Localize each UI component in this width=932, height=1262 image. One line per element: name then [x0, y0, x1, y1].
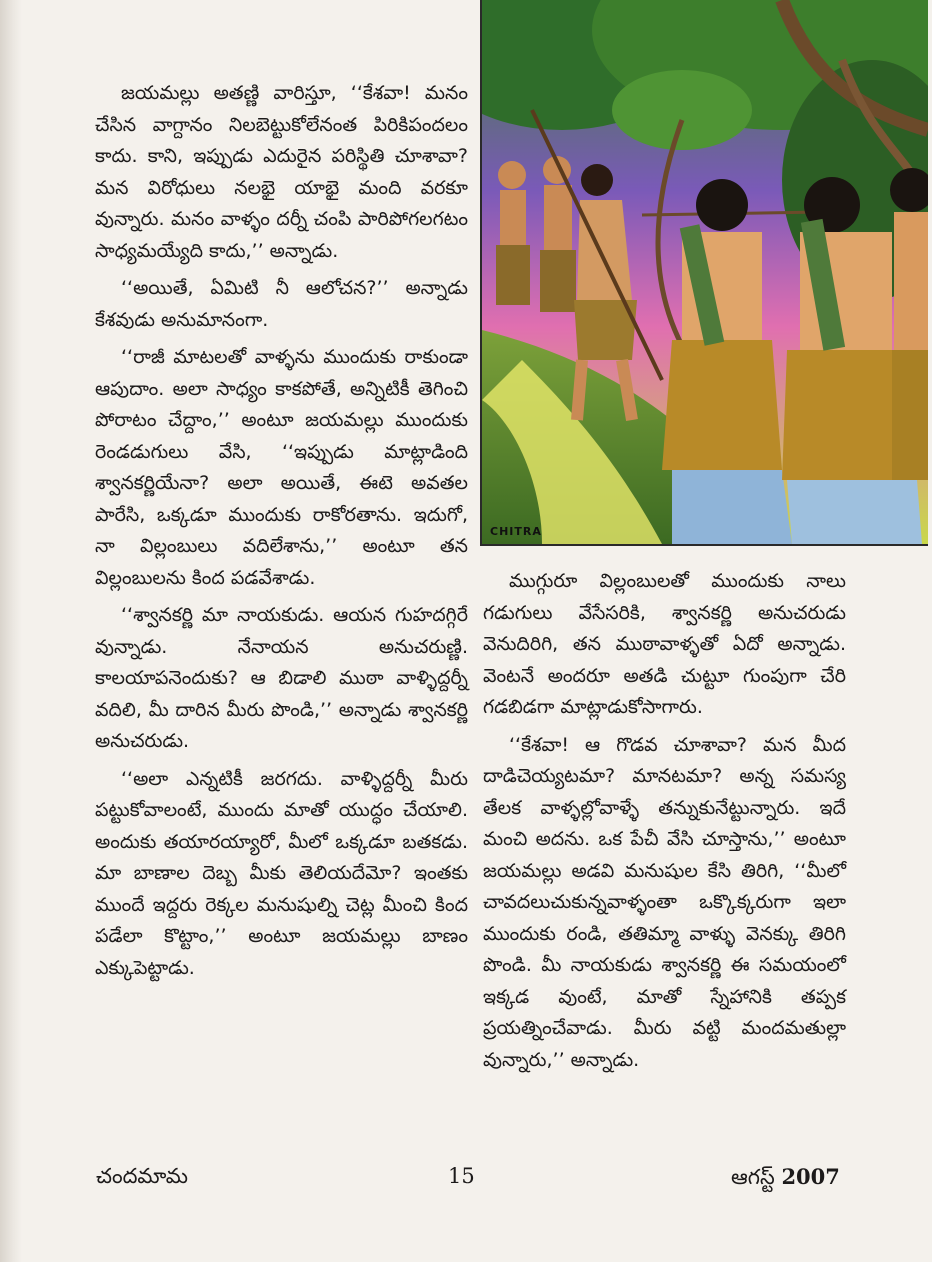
paragraph: ‘‘కేశవా! ఆ గొడవ చూశావా? మన మీద దాడిచెయ్యటమా? మానటమా? అన్న సమస్య తేలక వాళ్ళల్లోవాళ్ళే తన్నుకునేట్టున్నారు. ఇదే మంచి అదను. ఒక పేచీ వేసి చూస్తాను,’’ అంటూ జయమల్లు అడవి మనుషుల కేసి తిరిగి, ‘‘మీలో చావదలుచుకున్నవాళ్ళంతా ఒక్కొక్కరుగా ఇలా ముందుకు రండి, తతిమ్మా వాళ్ళు వెనక్కు తిరిగి పొండి. మీ నాయకుడు శ్వానకర్ణి ఈ సమయంలో ఇక్కడ వుంటే, మాతో స్నేహానికి తప్పక ప్రయత్నించేవాడు. మీరు వట్టి మందమతుల్లా వున్నారు,’’ అన్నాడు.	[483, 733, 846, 1071]
paragraph: ‘‘రాజీ మాటలతో వాళ్ళను ముందుకు రాకుండా ఆపుదాం. అలా సాధ్యం కాకపోతే, అన్నిటికీ తెగించి పోరాటం చేద్దాం,’’ అంటూ జయమల్లు ముందుకు రెండడుగులు వేసి, ‘‘ఇప్పుడు మాట్లాడింది శ్వానకర్ణియేనా? అలా అయితే, ఈటె అవతల పారేసి, ఒక్కడూ ముందుకు రాకోరతాను. ఇదుగో, నా విల్లంబులు వదిలేశాను,’’ అంటూ తన విల్లంబులను కింద పడవేశాడు.	[95, 346, 468, 589]
left-text-column	[95, 78, 468, 990]
paragraph: జయమల్లు అతణ్ణి వారిస్తూ, ‘‘కేశవా! మనం చేసిన వాగ్దానం నిలబెట్టుకోలేనంత పిరికిపందలం కాదు. కాని, ఇప్పుడు ఎదురైన పరిస్థితి చూశావా? మన విరోధులు నలభై యాభై మంది వరకూ వున్నారు. మనం వాళ్ళం దర్నీ చంపి పారిపోగలగటం సాధ్యమయ్యేది కాదు,’’ అన్నాడు.	[95, 82, 468, 262]
paragraph: ‘‘అలా ఎన్నటికీ జరగదు. వాళ్ళిద్దర్నీ మీరు పట్టుకోవాలంటే, ముందు మాతో యుద్ధం చేయాలి. అందుకు తయారయ్యారో, మీలో ఒక్కడూ బతకడు. మా బాణాల దెబ్బ మీకు తెలియదేమో? ఇంతకు ముందే ఇద్దరు రెక్కల మనుషుల్ని చెట్ల మీంచి కింద పడేలా కొట్టాం,’’ అంటూ జయమల్లు బాణం ఎక్కుపెట్టాడు.	[95, 767, 468, 979]
paragraph: ‘‘అయితే, ఏమిటి నీ ఆలోచన?’’ అన్నాడు కేశవుడు అనుమానంగా.	[95, 277, 468, 331]
right-text-column	[483, 566, 846, 1082]
artist-signature: CHITRA	[490, 525, 542, 538]
paragraph: ముగ్గురూ విల్లంబులతో ముందుకు నాలు గడుగులు వేసేసరికి, శ్వానకర్ణి అనుచరుడు వెనుదిరిగి, తన ముఠావాళ్ళతో ఏదో అన్నాడు. వెంటనే అందరూ అతడి చుట్టూ గుంపుగా చేరి గడబిడగా మాట్లాడుకోసాగారు.	[483, 570, 846, 718]
page-number: 15	[448, 1164, 475, 1188]
paragraph: ‘‘శ్వానకర్ణి మా నాయకుడు. ఆయన గుహదగ్గిరే వున్నాడు. నేనాయన అనుచరుణ్ణి. కాలయాపనెందుకు? ఆ బిడాలి ముఠా వాళ్ళిద్దర్నీ వదిలి, మీ దారిన మీరు పొండి,’’ అన్నాడు శ్వానకర్ణి అనుచరుడు.	[95, 604, 468, 752]
page-binding-edge	[0, 0, 22, 1262]
issue-month: ఆగస్ట్	[731, 1165, 775, 1189]
issue-date	[731, 1164, 840, 1195]
story-illustration	[480, 0, 928, 546]
issue-year: 2007	[781, 1164, 840, 1189]
magazine-name: చందమామ	[96, 1164, 188, 1188]
